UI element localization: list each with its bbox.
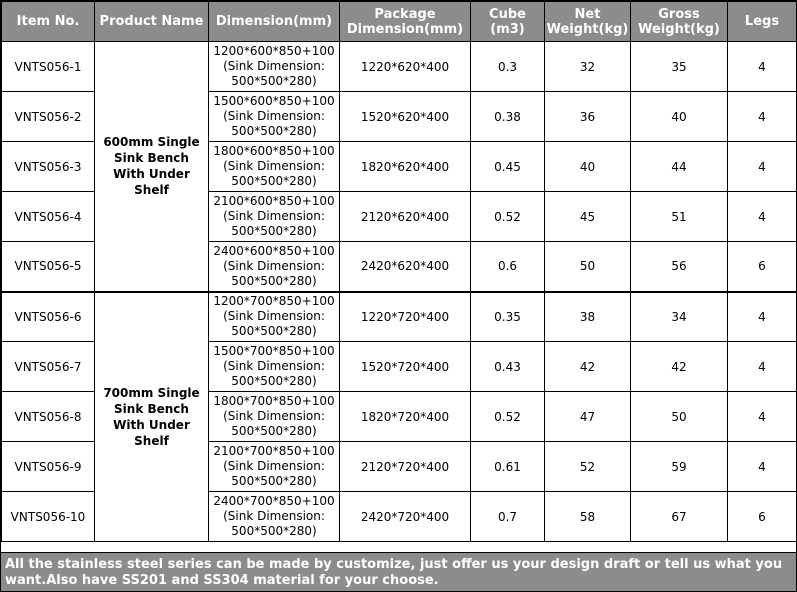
sink-dimension-line: (Sink Dimension: [223,109,325,123]
footer-note: All the stainless steel series can be made by customize, just offer us your design draft or tell us what you want.Also have SS201 and SS304 material for your choose. [1,552,796,591]
dimension-cell [209,442,340,492]
sink-dimension-line: (Sink Dimension: [223,209,325,223]
cube-cell: 0.61 [471,442,545,492]
spec-table [1,1,797,542]
header-product-name: Product Name [95,2,209,42]
legs-cell: 4 [728,292,797,342]
header-net-weight: Net Weight(kg) [545,2,631,42]
net-weight-cell: 50 [545,242,631,292]
sink-dimension-line: (Sink Dimension: [223,309,325,324]
item-no-cell: VNTS056-4 [2,192,95,242]
package-dimension-cell: 2120*720*400 [340,442,471,492]
gross-weight-cell: 67 [631,492,728,542]
legs-cell: 4 [728,192,797,242]
gross-weight-cell: 51 [631,192,728,242]
package-dimension-cell: 2420*620*400 [340,242,471,292]
sink-dimension-line: (Sink Dimension: [223,509,325,523]
net-weight-cell: 47 [545,392,631,442]
dimension-value: 1200*700*850+100 [213,294,335,309]
dimension-cell [209,242,340,292]
item-no-cell: VNTS056-9 [2,442,95,492]
sink-dimension-line: 500*500*280) [231,374,317,388]
sink-dimension-line: 500*500*280) [231,474,317,488]
sink-dimension-line: 500*500*280) [231,324,317,339]
package-dimension-cell: 1520*720*400 [340,342,471,392]
cube-cell: 0.6 [471,242,545,292]
header-legs: Legs [728,2,797,42]
net-weight-cell: 58 [545,492,631,542]
sink-dimension-line: (Sink Dimension: [223,258,325,273]
net-weight-cell: 52 [545,442,631,492]
package-dimension-cell: 1820*720*400 [340,392,471,442]
gross-weight-cell: 56 [631,242,728,292]
legs-cell: 4 [728,342,797,392]
legs-cell: 4 [728,42,797,92]
sink-dimension-line: (Sink Dimension: [223,359,325,373]
item-no-cell: VNTS056-1 [2,42,95,92]
sink-dimension-line: (Sink Dimension: [223,409,325,423]
net-weight-cell: 42 [545,342,631,392]
sink-dimension-line: 500*500*280) [231,273,317,288]
dimension-value: 1500*700*850+100 [213,344,335,358]
sink-dimension-line: 500*500*280) [231,224,317,238]
sink-dimension-line: (Sink Dimension: [223,59,325,73]
legs-cell: 4 [728,92,797,142]
cube-cell: 0.7 [471,492,545,542]
package-dimension-cell: 1220*620*400 [340,42,471,92]
package-dimension-cell: 2420*720*400 [340,492,471,542]
product-name-cell: 600mm Single Sink Bench With Under Shelf [95,42,209,292]
gross-weight-cell: 44 [631,142,728,192]
sink-dimension-line: 500*500*280) [231,524,317,538]
dimension-value: 2100*700*850+100 [213,444,335,458]
table-row [2,42,797,92]
net-weight-cell: 45 [545,192,631,242]
package-dimension-cell: 2120*620*400 [340,192,471,242]
dimension-value: 1800*600*850+100 [213,144,335,158]
gross-weight-cell: 42 [631,342,728,392]
net-weight-cell: 40 [545,142,631,192]
table-body [2,42,797,542]
dimension-cell [209,142,340,192]
sink-dimension-line: (Sink Dimension: [223,459,325,473]
header-row [2,2,797,42]
dimension-cell [209,92,340,142]
item-no-cell: VNTS056-10 [2,492,95,542]
gross-weight-cell: 34 [631,292,728,342]
sink-dimension-line: (Sink Dimension: [223,159,325,173]
dimension-cell [209,192,340,242]
dimension-value: 1200*600*850+100 [213,44,335,58]
item-no-cell: VNTS056-3 [2,142,95,192]
cube-cell: 0.52 [471,192,545,242]
legs-cell: 4 [728,142,797,192]
header-gross-weight: Gross Weight(kg) [631,2,728,42]
item-no-cell: VNTS056-8 [2,392,95,442]
dimension-cell [209,492,340,542]
dimension-cell [209,392,340,442]
dimension-cell [209,292,340,342]
header-package-dimension: Package Dimension(mm) [340,2,471,42]
product-name-cell: 700mm Single Sink Bench With Under Shelf [95,292,209,542]
legs-cell: 4 [728,442,797,492]
item-no-cell: VNTS056-6 [2,292,95,342]
net-weight-cell: 38 [545,292,631,342]
legs-cell: 6 [728,492,797,542]
cube-cell: 0.3 [471,42,545,92]
item-no-cell: VNTS056-5 [2,242,95,292]
cube-cell: 0.35 [471,292,545,342]
gross-weight-cell: 50 [631,392,728,442]
cube-cell: 0.43 [471,342,545,392]
gross-weight-cell: 40 [631,92,728,142]
item-no-cell: VNTS056-2 [2,92,95,142]
dimension-value: 2400*600*850+100 [213,243,335,258]
cube-cell: 0.52 [471,392,545,442]
cube-cell: 0.45 [471,142,545,192]
package-dimension-cell: 1820*620*400 [340,142,471,192]
sink-dimension-line: 500*500*280) [231,124,317,138]
package-dimension-cell: 1220*720*400 [340,292,471,342]
header-item-no: Item No. [2,2,95,42]
sink-dimension-line: 500*500*280) [231,424,317,438]
legs-cell: 6 [728,242,797,292]
net-weight-cell: 32 [545,42,631,92]
dimension-cell [209,42,340,92]
package-dimension-cell: 1520*620*400 [340,92,471,142]
dimension-value: 1500*600*850+100 [213,94,335,108]
header-dimension: Dimension(mm) [209,2,340,42]
gross-weight-cell: 35 [631,42,728,92]
dimension-value: 2400*700*850+100 [213,494,335,508]
header-cube: Cube (m3) [471,2,545,42]
sink-dimension-line: 500*500*280) [231,74,317,88]
dimension-value: 1800*700*850+100 [213,394,335,408]
legs-cell: 4 [728,392,797,442]
sink-dimension-line: 500*500*280) [231,174,317,188]
gross-weight-cell: 59 [631,442,728,492]
table-row [2,292,797,342]
cube-cell: 0.38 [471,92,545,142]
net-weight-cell: 36 [545,92,631,142]
item-no-cell: VNTS056-7 [2,342,95,392]
dimension-value: 2100*600*850+100 [213,194,335,208]
dimension-cell [209,342,340,392]
